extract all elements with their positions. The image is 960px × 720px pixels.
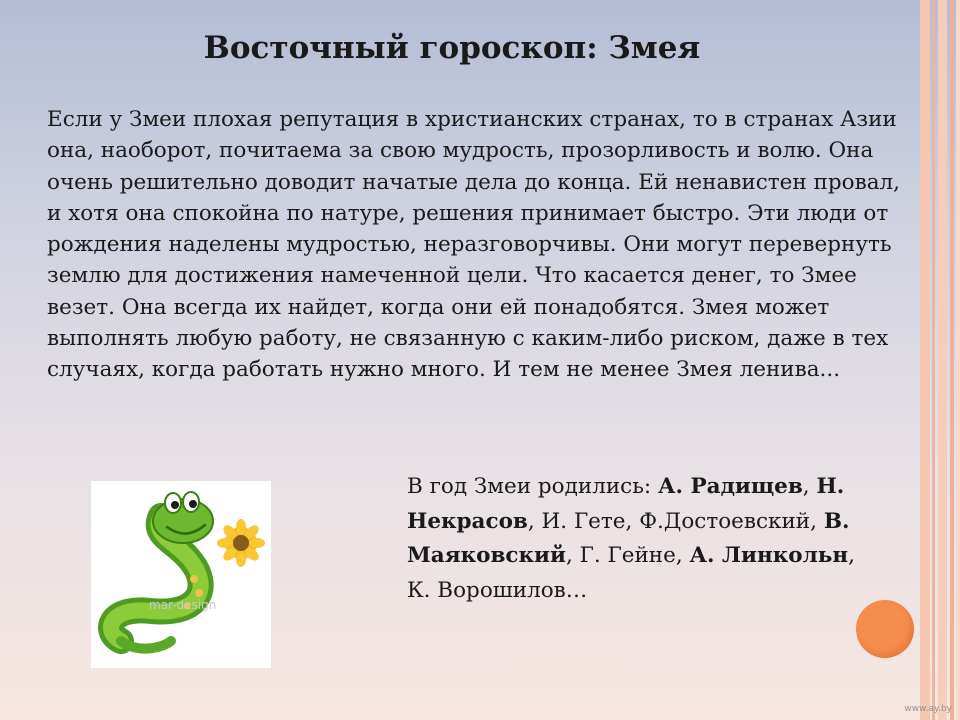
births-intro: В год Змеи родились: <box>407 474 659 499</box>
footer-watermark: www.ay.by <box>904 704 952 714</box>
separator: , К. Ворошилов… <box>407 543 855 603</box>
person-radishchev: А. Радищев <box>658 474 803 499</box>
cartoon-snake-with-sunflower-icon <box>91 481 271 668</box>
births-list <box>407 470 877 608</box>
person-mayakovsky: В. Маяковский <box>407 508 850 568</box>
slide-title: Восточный гороскоп: Змея <box>203 30 701 66</box>
image-watermark: mar-design <box>149 598 217 612</box>
body-paragraph: Если у Змеи плохая репутация в христианских странах, то в странах Азии она, наоборот, почитаема за свою мудрость, прозорливость и волю. Она очень решительно доводит начатые дела до конца. Ей ненавистен провал, и хотя она спокойна по натуре, решения принимает быстро. Эти люди от рождения наделены мудростью, неразговорчивы. Они могут перевернуть землю для достижения намеченной цели. Что касается денег, то Змее везет. Она всегда их найдет, когда они ей понадобятся. Змея может выполнять любую работу, не связанную с каким-либо риском, даже в тех случаях, когда работать нужно много. И тем не менее Змея ленива... <box>47 107 900 383</box>
separator: , И. Гете, Ф.Достоевский, <box>527 508 824 534</box>
separator: , Г. Гейне, <box>565 543 690 568</box>
separator: , <box>802 474 817 499</box>
person-lincoln: А. Линкольн <box>689 543 849 568</box>
snake-image <box>91 481 271 668</box>
decorative-orange-circle <box>856 600 914 658</box>
decorative-side-stripes <box>920 0 960 720</box>
person-nekrasov: Н. Некрасов <box>407 474 845 534</box>
